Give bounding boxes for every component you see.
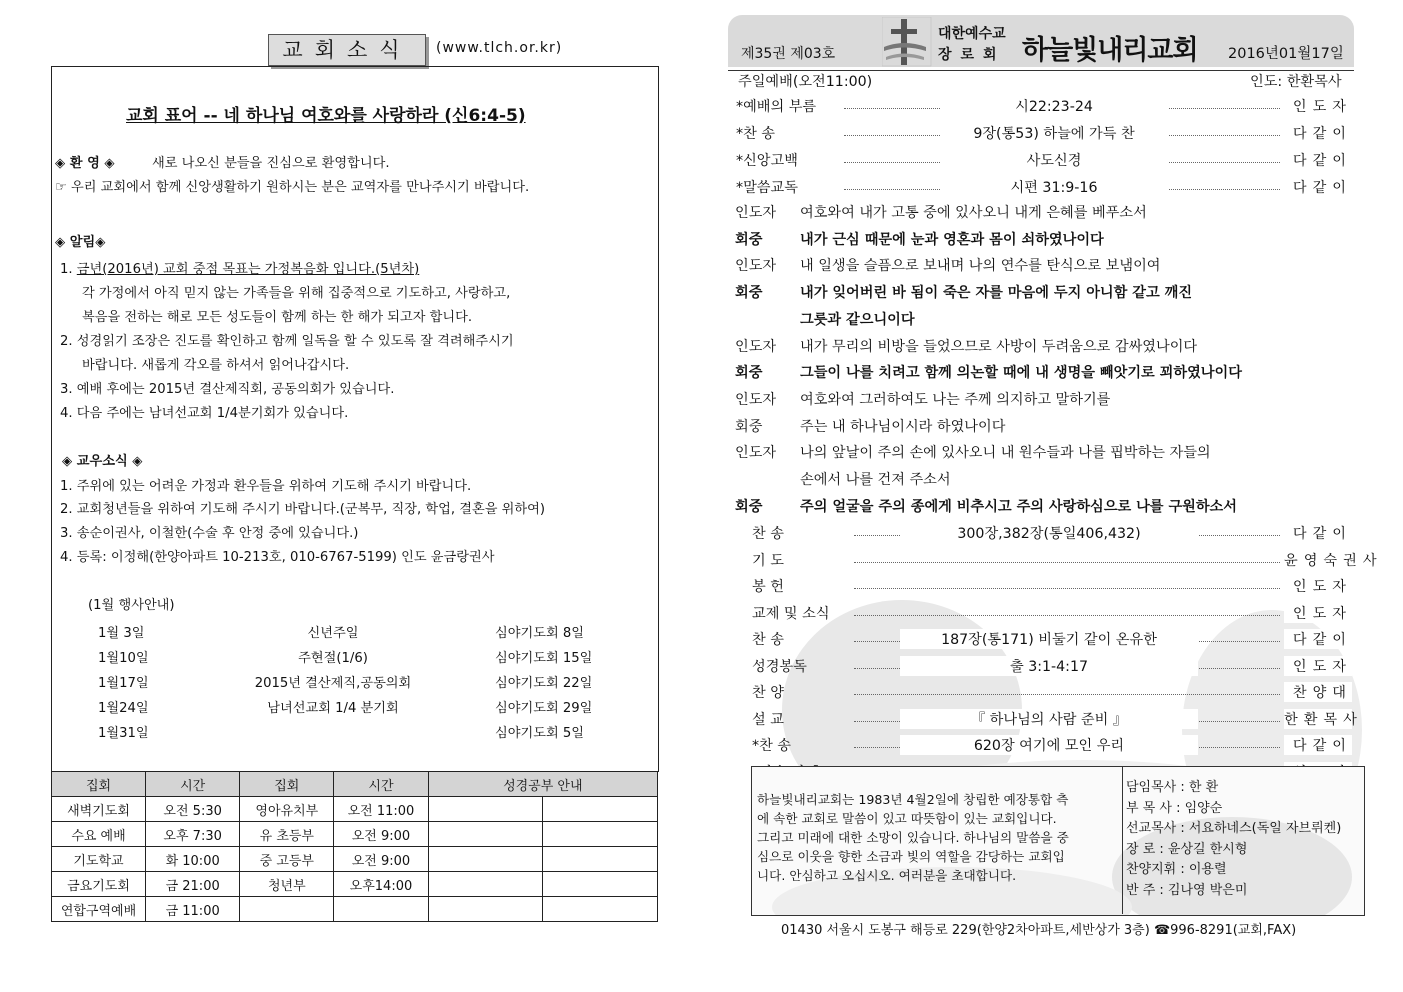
- service-title: 주일예배(오전11:00): [738, 74, 873, 90]
- schedule-cell: 유 초등부: [240, 822, 334, 847]
- reading-speaker: 회중: [735, 365, 763, 382]
- welcome-heading: ◈ 환 영 ◈: [55, 156, 115, 171]
- order-label: *신앙고백: [736, 153, 798, 169]
- event-name: 남녀선교회 1/4 분기회: [267, 701, 399, 716]
- order-content: 187장(통171) 비둘기 같이 온유한: [900, 629, 1198, 649]
- schedule-header: 집회: [240, 772, 334, 797]
- notice-1-line2: 각 가정에서 아직 믿지 않는 가족들을 위해 집중적으로 기도하고, 사랑하고,: [82, 286, 511, 301]
- order-content: 시편 31:9-16: [940, 177, 1168, 197]
- notice-2-line1: 2. 성경읽기 조장은 진도를 확인하고 함께 일독을 할 수 있도록 잘 격려해주시기: [60, 334, 514, 349]
- schedule-header: 시간: [334, 772, 428, 797]
- reading-speaker: 회중: [735, 231, 763, 248]
- header-divider: [728, 70, 1354, 71]
- schedule-cell: 오전 9:00: [334, 822, 428, 847]
- schedule-cell: 수요 예배: [52, 822, 146, 847]
- order-by: 다같이: [1284, 735, 1352, 755]
- reading-text: 주는 내 하나님이시라 하였나이다: [800, 418, 1006, 435]
- order-label: 설 교: [752, 711, 784, 728]
- reading-text: 여호와여 내가 고통 중에 있사오니 내게 은혜를 베푸소서: [800, 205, 1147, 221]
- order-content: 300장,382장(통일406,432): [900, 523, 1198, 543]
- schedule-cell: 오후14:00: [334, 872, 428, 897]
- order-label: *말씀교독: [736, 180, 798, 196]
- schedule-cell: 새벽기도회: [52, 797, 146, 822]
- study-cell: [543, 872, 658, 897]
- church-address: 01430 서울시 도봉구 해등로 229(한양2차아파트,세반상가 3층) ☎996-8291(교회,FAX): [781, 923, 1297, 938]
- volume-number: 제35권 제03호: [741, 46, 836, 62]
- order-by: 인도자: [1284, 576, 1352, 596]
- event-date: 1월 3일: [98, 626, 145, 641]
- schedule-row: [52, 847, 658, 872]
- order-by: 인도자: [1284, 656, 1352, 676]
- news-heading: ◈ 교우소식 ◈: [62, 454, 143, 469]
- intro-line: 그리고 미래에 대한 소망이 있습니다. 하나님의 말씀을 중: [757, 830, 1069, 845]
- staff-line: 찬양지휘 : 이용렬: [1126, 862, 1227, 877]
- schedule-cell: 중 고등부: [240, 847, 334, 872]
- order-by: 다같이: [1284, 150, 1352, 170]
- schedule-cell: 금 21:00: [146, 872, 240, 897]
- events-heading: (1월 행사안내): [88, 598, 175, 613]
- reading-speaker: 인도자: [735, 445, 777, 462]
- schedule-row: [52, 897, 658, 922]
- order-leader: [854, 588, 1280, 589]
- study-cell: [543, 897, 658, 922]
- notice-2-line2: 바랍니다. 새롭게 각오를 하셔서 읽어나갑시다.: [82, 358, 350, 373]
- study-cell: [428, 872, 543, 897]
- study-cell: [543, 822, 658, 847]
- schedule-cell: 오전 5:30: [146, 797, 240, 822]
- order-label: 찬 송: [752, 526, 784, 542]
- schedule-cell: 기도학교: [52, 847, 146, 872]
- order-by: 한환목사: [1284, 709, 1352, 729]
- reading-text: 내가 무리의 비방을 들었으므로 사방이 두려움으로 감싸였나이다: [800, 338, 1198, 355]
- event-prayer: 심야기도회 8일: [495, 626, 585, 641]
- reading-text: 내가 근심 때문에 눈과 영혼과 몸이 쇠하였나이다: [800, 231, 1104, 248]
- staff-line: 선교목사 : 서요하네스(독일 자브뤼켄): [1126, 821, 1342, 836]
- intro-line: 에 속한 교회로 말씀이 있고 따뜻함이 있는 교회입니다.: [757, 811, 1057, 826]
- denomination-line1: 대한예수교: [938, 26, 1006, 42]
- reading-text: 내 일생을 슬픔으로 보내며 나의 연수를 탄식으로 보냄이여: [800, 258, 1161, 275]
- schedule-cell: [240, 897, 334, 922]
- event-date: 1월17일: [98, 676, 149, 691]
- intro-line: 심으로 이웃을 향한 소금과 빛의 역할을 감당하는 교회입: [757, 849, 1065, 864]
- schedule-cell: 청년부: [240, 872, 334, 897]
- order-by: 다같이: [1284, 177, 1352, 197]
- bulletin-date: 2016년01월17일: [1228, 46, 1344, 62]
- order-by: 다같이: [1284, 523, 1352, 543]
- event-name: 2015년 결산제직,공동의회: [254, 676, 412, 691]
- order-content: 620장 여기에 모인 우리: [900, 735, 1198, 755]
- order-by: 윤영숙권사: [1284, 550, 1352, 570]
- church-motto: 교회 표어 -- 네 하나님 여호와를 사랑하라 (신6:4-5): [126, 106, 526, 126]
- order-label: *찬 송: [736, 126, 776, 142]
- schedule-cell: 오후 7:30: [146, 822, 240, 847]
- info-divider: [1122, 767, 1123, 914]
- study-cell: [543, 797, 658, 822]
- notice-3: 3. 예배 후에는 2015년 결산제직회, 공동의회가 있습니다.: [60, 382, 395, 397]
- order-content: 9장(통53) 하늘에 가득 찬: [940, 123, 1168, 143]
- schedule-cell: 영아유치부: [240, 797, 334, 822]
- news-3: 3. 송순이권사, 이철한(수술 후 안정 중에 있습니다.): [60, 526, 359, 541]
- intro-line: 하늘빛내리교회는 1983년 4월2일에 창립한 예장통합 측: [757, 792, 1069, 807]
- order-label: 찬 양: [752, 685, 784, 701]
- event-prayer: 심야기도회 15일: [495, 651, 593, 666]
- welcome-text: 새로 나오신 분들을 진심으로 환영합니다.: [152, 156, 390, 171]
- news-1: 1. 주위에 있는 어려운 가정과 환우들을 위하여 기도해 주시기 바랍니다.: [60, 479, 472, 494]
- study-cell: [543, 847, 658, 872]
- reading-speaker: 인도자: [735, 205, 777, 221]
- order-leader: [854, 615, 1280, 616]
- church-url[interactable]: (www.tlch.or.kr): [436, 40, 563, 56]
- service-leader: 인도: 한환목사: [1250, 74, 1342, 90]
- reading-text: 나의 앞날이 주의 손에 있사오니 내 원수들과 나를 핍박하는 자들의: [800, 445, 1211, 462]
- event-date: 1월31일: [98, 726, 149, 741]
- order-label: 찬 송: [752, 632, 784, 648]
- reading-text: 손에서 나를 건져 주소서: [800, 472, 951, 488]
- schedule-header: 성경공부 안내: [428, 772, 657, 797]
- news-title: 교회소식: [268, 34, 426, 66]
- event-prayer: 심야기도회 5일: [495, 726, 585, 741]
- reading-speaker: 인도자: [735, 338, 777, 355]
- reading-text: 그들이 나를 치려고 함께 의논할 때에 내 생명을 빼앗기로 꾀하였나이다: [800, 365, 1242, 382]
- staff-line: 반 주 : 김나영 박은미: [1126, 882, 1248, 898]
- reading-text: 그릇과 같으니이다: [800, 311, 915, 328]
- order-content: 사도신경: [940, 150, 1168, 170]
- notice-4: 4. 다음 주에는 남녀선교회 1/4분기회가 있습니다.: [60, 406, 349, 421]
- notice-1-goal: 금년(2016년) 교회 중점 목표는 가정복음화 입니다.(5년차): [76, 262, 420, 277]
- schedule-cell: 금 11:00: [146, 897, 240, 922]
- event-prayer: 심야기도회 29일: [495, 701, 593, 716]
- notice-heading: ◈ 알림◈: [55, 235, 106, 250]
- reading-text: 주의 얼굴을 주의 종에게 비추시고 주의 사랑하심으로 나를 구원하소서: [800, 498, 1237, 515]
- schedule-header: 시간: [146, 772, 240, 797]
- reading-speaker: 회중: [735, 418, 763, 435]
- order-by: 인도자: [1284, 96, 1352, 116]
- cross-logo-icon: [882, 17, 932, 67]
- order-label: 봉 헌: [752, 579, 784, 595]
- event-prayer: 심야기도회 22일: [495, 676, 593, 691]
- reading-speaker: 회중: [735, 498, 763, 515]
- event-date: 1월10일: [98, 651, 149, 666]
- staff-line: 부 목 사 : 임양순: [1126, 800, 1223, 816]
- schedule-table: [51, 771, 658, 922]
- order-by: 인도자: [1284, 603, 1352, 623]
- order-content: 출 3:1-4:17: [900, 656, 1198, 676]
- study-cell: [428, 847, 543, 872]
- denomination-line2: 장로회: [938, 47, 1006, 63]
- event-name: 주현절(1/6): [298, 651, 368, 666]
- staff-line: 담임목사 : 한 환: [1126, 780, 1219, 795]
- order-content: 『 하나님의 사람 준비 』: [900, 709, 1198, 729]
- order-label: *예배의 부름: [736, 99, 817, 115]
- reading-speaker: 회중: [735, 285, 763, 302]
- schedule-row: [52, 872, 658, 897]
- schedule-cell: [334, 897, 428, 922]
- notice-1-line3: 복음을 전하는 해로 모든 성도들이 함께 하는 한 해가 되고자 합니다.: [82, 310, 473, 325]
- study-cell: [428, 897, 543, 922]
- reading-text: 여호와여 그러하여도 나는 주께 의지하고 말하기를: [800, 391, 1111, 408]
- order-label: *찬 송: [752, 738, 792, 754]
- news-2: 2. 교회청년들을 위하여 기도해 주시기 바랍니다.(군복무, 직장, 학업, 결혼을 위하여): [60, 502, 546, 517]
- order-leader: [854, 562, 1280, 563]
- welcome-note: ☞ 우리 교회에서 함께 신앙생활하기 원하시는 분은 교역자를 만나주시기 바랍니다.: [55, 180, 530, 195]
- reading-text: 내가 잊어버린 바 됨이 죽은 자를 마음에 두지 아니함 같고 깨진: [800, 285, 1193, 302]
- church-name: 하늘빛내리교회: [1022, 35, 1198, 66]
- schedule-row: [52, 797, 658, 822]
- schedule-row: [52, 822, 658, 847]
- schedule-cell: 연합구역예배: [52, 897, 146, 922]
- order-leader: [854, 694, 1280, 695]
- notice-1-prefix: 1.: [60, 262, 77, 277]
- schedule-cell: 화 10:00: [146, 847, 240, 872]
- order-label: 기 도: [752, 552, 784, 569]
- reading-speaker: 인도자: [735, 258, 777, 275]
- schedule-cell: 오전 9:00: [334, 847, 428, 872]
- order-content: 시22:23-24: [940, 96, 1168, 116]
- study-cell: [428, 822, 543, 847]
- order-label: 교제 및 소식: [752, 605, 830, 622]
- intro-line: 니다. 안심하고 오십시오. 여러분을 초대합니다.: [757, 868, 1017, 883]
- schedule-header: 집회: [52, 772, 146, 797]
- news-4: 4. 등록: 이정해(한양아파트 10-213호, 010-6767-5199) 인도 윤금랑권사: [60, 550, 495, 565]
- schedule-cell: 금요기도회: [52, 872, 146, 897]
- order-by: 찬양대: [1284, 682, 1352, 702]
- order-by: 다같이: [1284, 629, 1352, 649]
- order-label: 성경봉독: [752, 658, 807, 675]
- reading-speaker: 인도자: [735, 391, 777, 408]
- event-date: 1월24일: [98, 701, 149, 716]
- schedule-cell: 오전 11:00: [334, 797, 428, 822]
- staff-line: 장 로 : 윤상길 한시형: [1126, 841, 1248, 857]
- order-by: 다같이: [1284, 123, 1352, 143]
- event-name: 신년주일: [307, 626, 359, 641]
- study-cell: [428, 797, 543, 822]
